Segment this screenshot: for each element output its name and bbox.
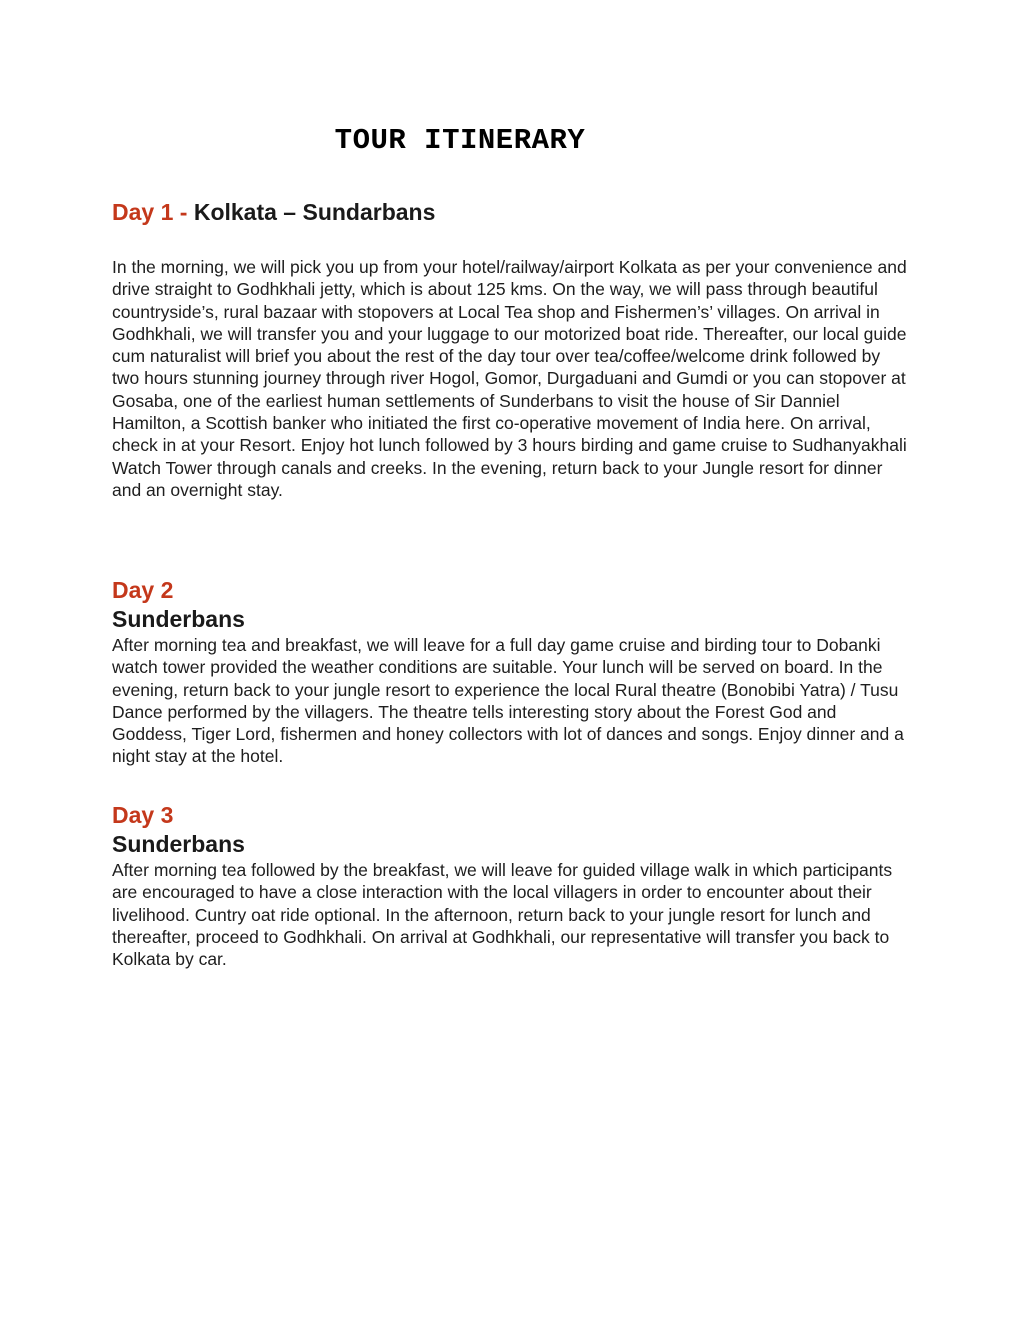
- day-3-title: Sunderbans: [112, 831, 245, 857]
- page-title: TOUR ITINERARY: [334, 124, 586, 157]
- day-1-description: In the morning, we will pick you up from your hotel/railway/airport Kolkata as per your convenience and drive straight to Godhkhali jetty, which is about 125 kms. On the way, we will pass through beautiful countryside’s, rural bazaar with stopovers at Local Tea shop and Fishermen’s’ villages. On arrival in Godhkhali, we will transfer you and your luggage to our motorized boat ride. Thereafter, our local guide cum naturalist will brief you about the rest of the day tour over tea/coffee/welcome drink followed by two hours stunning journey through river Hogol, Gomor, Durgaduani and Gumdi or you can stopover at Gosaba, one of the earliest human settlements of Sunderbans to visit the house of Sir Danniel Hamilton, a Scottish banker who initiated the first co-operative movement of India here. On arrival, check in at your Resort. Enjoy hot lunch followed by 3 hours birding and game cruise to Sudhanyakhali Watch Tower through canals and creeks. In the evening, return back to your Jungle resort for dinner and an overnight stay.: [112, 257, 907, 500]
- day-2-label: Day 2: [112, 577, 174, 603]
- day-2-section: [112, 576, 912, 768]
- day-1-label: Day 1 -: [112, 199, 194, 225]
- day-2-title: Sunderbans: [112, 606, 245, 632]
- day-3-section: [112, 801, 912, 970]
- day-1-heading: [112, 197, 912, 227]
- day-2-description: After morning tea and breakfast, we will leave for a full day game cruise and birding tour to Dobanki watch tower provided the weather conditions are suitable. Your lunch will be served on board. In the evening, return back to your jungle resort to experience the local Rural theatre (Bonobibi Yatra) / Tusu Dance performed by the villagers. The theatre tells interesting story about the Forest God and Goddess, Tiger Lord, fishermen and honey collectors with lot of dances and songs. Enjoy dinner and a night stay at the hotel.: [112, 635, 904, 767]
- day-3-description: After morning tea followed by the breakfast, we will leave for guided village walk in which participants are encouraged to have a close interaction with the local villagers in order to encounter about their livelihood. Cuntry oat ride optional. In the afternoon, return back to your jungle resort for lunch and thereafter, proceed to Godhkhali. On arrival at Godhkhali, our representative will transfer you back to Kolkata by car.: [112, 860, 893, 970]
- day-1-title: Kolkata – Sundarbans: [193, 199, 436, 225]
- day-3-label: Day 3: [112, 802, 174, 828]
